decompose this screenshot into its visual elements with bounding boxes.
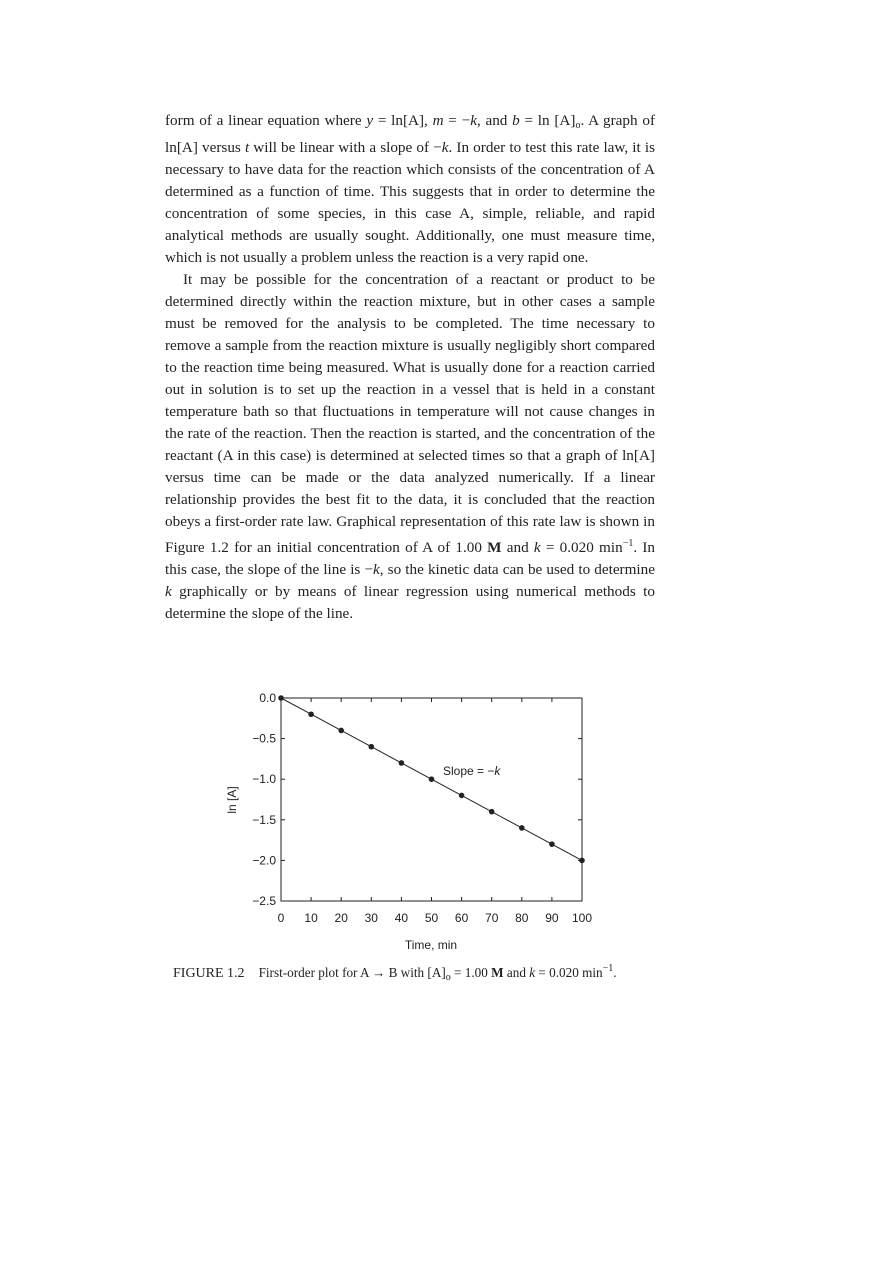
caption-unit: M [491, 965, 504, 980]
x-tick-label: 20 [334, 911, 348, 925]
data-point [459, 793, 465, 799]
superscript: −1 [622, 538, 634, 549]
caption-text: . [613, 965, 617, 980]
unit-molar: M [487, 539, 502, 556]
paragraph-1 [165, 110, 655, 269]
text-run: . A graph of ln[A] versus [165, 112, 655, 156]
x-tick-label: 80 [515, 911, 529, 925]
data-point [519, 825, 525, 831]
x-axis [278, 698, 593, 925]
slope-annotation: Slope = −k [443, 764, 501, 778]
data-point [489, 809, 495, 815]
data-series [278, 695, 585, 863]
y-tick-label: −1.5 [252, 812, 276, 827]
y-axis-label: ln [A] [225, 786, 239, 814]
caption-text: and [503, 965, 530, 980]
var-k: k [165, 583, 172, 600]
body-text [165, 110, 655, 625]
x-tick-label: 70 [485, 911, 499, 925]
first-order-plot [215, 685, 635, 960]
caption-subscript: o [445, 972, 451, 983]
x-tick-label: 90 [545, 911, 559, 925]
text-run: = 0.020 min [540, 539, 623, 556]
var-y: y [366, 112, 374, 129]
x-tick-label: 100 [571, 911, 593, 925]
data-point [369, 744, 375, 750]
y-tick-label: −1.0 [252, 772, 276, 787]
var-k: k [373, 561, 380, 578]
x-tick-label: 50 [424, 911, 439, 925]
caption-text: = 1.00 [450, 965, 492, 980]
text-run: It may be possible for the concentration of a reactant or product to be determined directly within the reaction mixture, but in other cases a sample must be removed for the analysis to be completed. The time necessary to remove a sample from the reaction mixture is usually negligibly short compared to the reaction time being measured. What is usually done for a reaction carried out in solution is to set up the reaction in a vessel that is held in a constant temperature bath so that fluctuations in temperature will not cause changes in the rate of the reaction. Then the reaction is started, and the concentration of the reactant (A in this case) is determined at selected times so that a graph of ln[A] versus time can be made or the data analyzed numerically. If a linear relationship provides the best fit to the data, it is concluded that the reaction obeys a first-order rate law. Graphical representation of this rate law is shown in Figure 1.2 for an initial concentration of A of 1.00 [165, 271, 655, 556]
var-t: t [244, 139, 250, 156]
text-run: will be linear with a slope of − [249, 139, 442, 156]
data-point [308, 711, 314, 717]
caption-label: FIGURE 1.2 [173, 966, 245, 981]
data-point [549, 841, 555, 847]
data-point [338, 728, 344, 734]
paragraph-2 [165, 269, 655, 625]
x-tick-label: 0 [277, 911, 285, 925]
var-k: k [470, 112, 477, 129]
caption-superscript: −1 [602, 963, 614, 974]
var-k: k [441, 139, 449, 156]
text-run: graphically or by means of linear regression using numerical methods to determine the slope of the line. [165, 583, 655, 622]
text-run: = ln[A], [373, 112, 433, 129]
y-tick-label: 0.0 [259, 691, 276, 705]
x-tick-label: 30 [364, 911, 378, 925]
x-axis-label: Time, min [404, 938, 458, 952]
text-run: , and [476, 112, 513, 129]
text-run: . In this case, the slope of the line is − [165, 539, 655, 578]
y-tick-label: −2.5 [252, 894, 276, 908]
x-tick-label: 40 [394, 911, 409, 925]
caption-text: = 0.020 min [535, 965, 603, 980]
y-axis [252, 691, 582, 908]
x-tick-label: 60 [454, 911, 469, 925]
text-run: form of a linear equation where [165, 112, 367, 129]
text-run: , so the kinetic data can be used to determine [379, 561, 655, 578]
var-m: m [432, 112, 444, 129]
subscript: o [575, 120, 581, 131]
x-tick-label: 10 [304, 911, 318, 925]
data-point [429, 776, 435, 782]
text-run: = ln [A] [519, 112, 576, 129]
figure-1-2 [215, 685, 635, 960]
plot-frame [281, 698, 582, 901]
text-run: and [501, 539, 534, 556]
var-k: k [533, 539, 541, 556]
caption-var-k: k [529, 965, 536, 980]
y-tick-label: −2.0 [252, 853, 276, 868]
var-b: b [512, 112, 520, 129]
text-run: . In order to test this rate law, it is necessary to have data for the reaction which consists of the concentration of A determined as a function of time. This suggests that in order to determine the concentration of some species, in this case A, simple, reliable, and rapid analytical methods are usually sought. Additionally, one must measure time, which is not usually a problem unless the reaction is a very rapid one. [165, 139, 655, 266]
data-point [579, 858, 585, 864]
text-run: = − [443, 112, 471, 129]
y-tick-label: −0.5 [252, 731, 276, 746]
caption-text: First-order plot for A → B with [A] [258, 965, 446, 980]
data-point [278, 695, 284, 701]
figure-caption [173, 963, 693, 983]
data-point [399, 760, 405, 766]
